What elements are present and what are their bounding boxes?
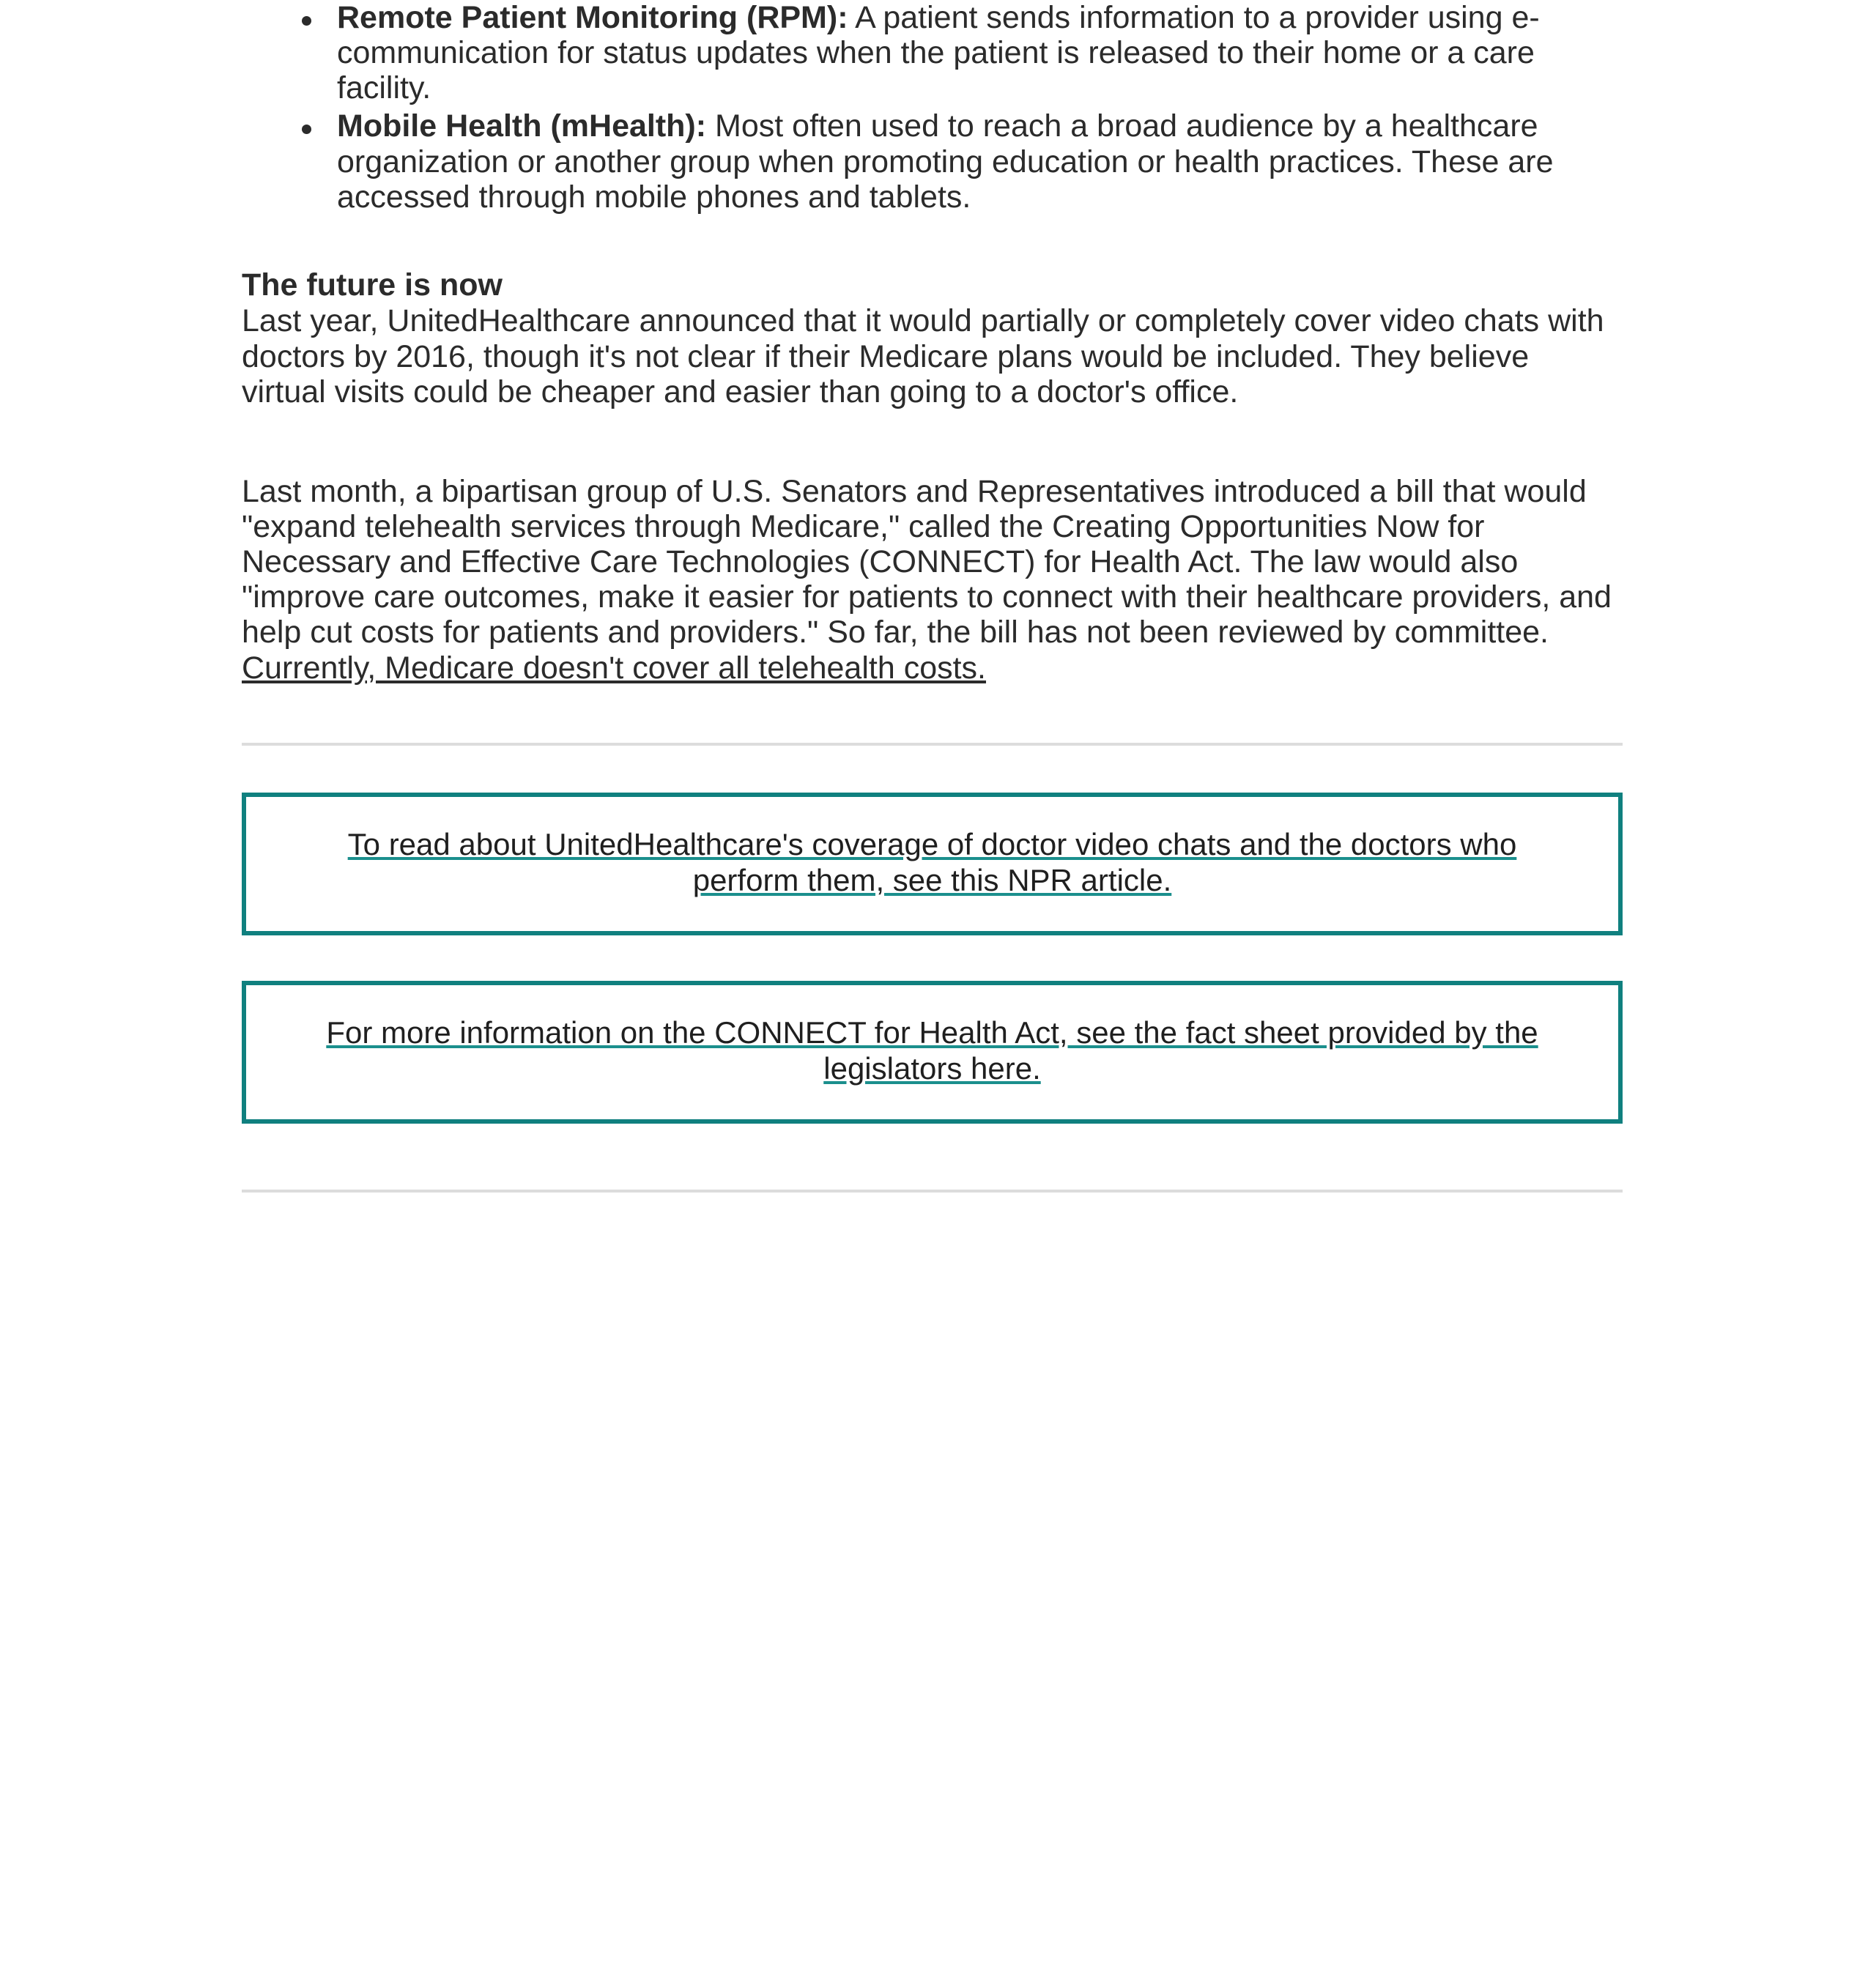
bullet-dot-icon <box>302 16 311 26</box>
list-item-body <box>337 0 1626 105</box>
cta-box-npr[interactable] <box>242 793 1623 935</box>
cta-box-connect-act[interactable] <box>242 981 1623 1124</box>
bullet-dot-icon <box>302 125 311 134</box>
paragraph-2 <box>242 409 1619 686</box>
list-item <box>242 0 1626 105</box>
list-item-term: Remote Patient Monitoring (RPM): <box>337 0 848 35</box>
list-item-body <box>337 108 1626 214</box>
list-item-term: Mobile Health (mHealth): <box>337 108 707 144</box>
section-heading: The future is now <box>242 267 503 303</box>
list-item <box>242 108 1626 214</box>
list-item-text: A patient sends information to a provider using e-communication for status updates when the patient is released to their home or a care facility. <box>337 0 1540 106</box>
paragraph-1: Last year, UnitedHealthcare announced that it would partially or completely cover video chats with doctors by 2016, though it's not clear if their Medicare plans would be included. They believe virtual visits could be cheaper and easier than going to a doctor's office. <box>242 303 1604 409</box>
npr-article-link[interactable]: To read about UnitedHealthcare's coverage of doctor video chats and the doctors who perform them, see this NPR article. <box>347 826 1517 898</box>
medicare-telehealth-costs-link[interactable]: Currently, Medicare doesn't cover all telehealth costs. <box>242 650 987 686</box>
paragraph-2-text: Last month, a bipartisan group of U.S. Senators and Representatives introduced a bill that would "expand telehealth services through Medicare," called the Creating Opportunities Now for Necessary and Effective Care Technologies (CONNECT) for Health Act. The law would also "improve care outcomes, make it easier for patients to connect with their healthcare providers, and help cut costs for patients and providers." So far, the bill has not been reviewed by committee. <box>242 473 1612 650</box>
connect-act-fact-sheet-link[interactable]: For more information on the CONNECT for Health Act, see the fact sheet provided by the legislators here. <box>326 1015 1538 1086</box>
definition-list <box>242 0 1626 215</box>
divider-top-wrap <box>242 686 1626 746</box>
divider-bottom <box>242 1190 1623 1193</box>
list-item-text: Most often used to reach a broad audience by a healthcare organization or another group when promoting education or health practices. These are accessed through mobile phones and tablets. <box>337 108 1554 215</box>
cta-boxes <box>242 746 1626 1124</box>
divider-bottom-wrap <box>242 1124 1626 1193</box>
article-content <box>242 0 1626 1193</box>
